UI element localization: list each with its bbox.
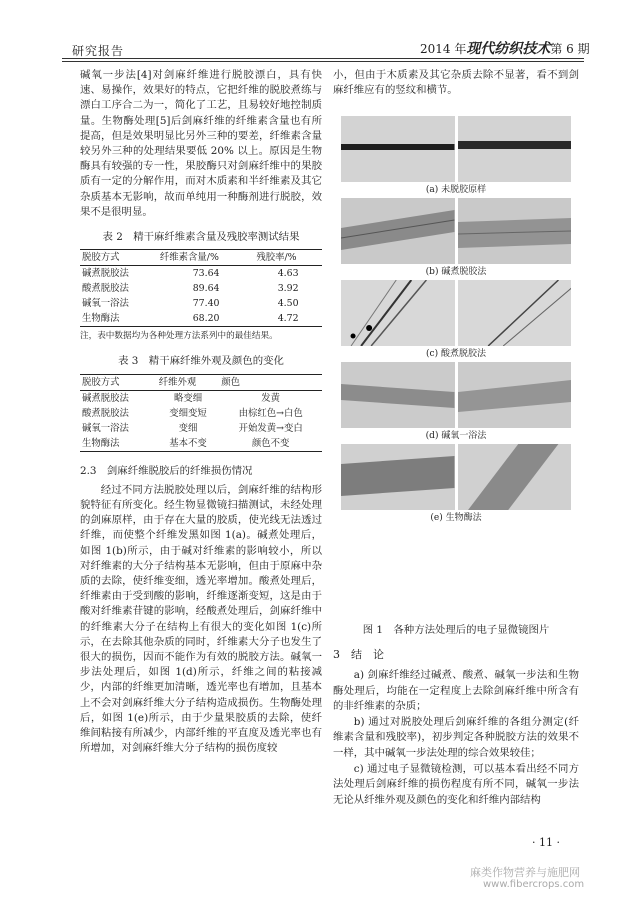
paragraph-fiber-damage: 经过不同方法脱胶处理以后，剑麻纤维的结构形貌特征有所变化。经生物显微镜扫描测试，未经处理的剑麻原样，由于存在大量的胶质，使光线无法透过纤维，而使整个纤维发黑如图 1(a)。碱煮处理后，如图 1(b)所示，由于碱对纤维素的影响较小，所以对纤维素的大分子结构基本无影响，但由于原麻中杂质的去除，使纤维变细，透光率增加。酸煮处理后，纤维素由于受到酸的影响，纤维逐渐变短，这是由于酸对纤维素苷键的影响，经酸煮处理后，剑麻纤维中的纤维素大分子在结构上有很大的变化如图 1(c)所示，在去除其他杂质的同时，纤维素大分子也发生了很大的损伤，因而不能作为有效的脱胶方法。碱氧一步法处理后，如图 1(d)所示，纤维之间的粘接减少，内部的纤维更加清晰，透光率也有增加，且基本上不会对剑麻纤维大分子结构造成损伤。生物酶处理后，如图 1(e)所示，由于少量果胶质的去除，使纤维间粘接有所减少，内部纤维的平直度及透光率也有所增加，对剑麻纤维大分子结构的损伤度较: [80, 483, 322, 755]
header-section: 研究报告: [72, 44, 125, 58]
table2-caption: 表 2 精干麻纤维素含量及残胶率测试结果: [102, 231, 300, 244]
table-cell: 变细变短: [169, 407, 207, 419]
table-cell: 生物酶法: [80, 436, 157, 452]
table-row: [80, 421, 322, 436]
micrograph-pair-b: [341, 198, 571, 264]
subcaption-a: (a) 未脱胶原样: [425, 185, 487, 195]
paragraph-continuation: 小，但由于木质素及其它杂质去除不显著，看不到剑麻纤维应有的竖纹和横节。: [333, 69, 579, 97]
micrograph-image: [458, 198, 572, 264]
header-issue: 第 6 期: [550, 42, 590, 56]
table-cell: 77.40: [192, 298, 220, 310]
table-row: [80, 266, 322, 282]
table-cell: 3.92: [277, 283, 299, 295]
micrograph-pair-c: [341, 280, 571, 346]
table-row: [80, 406, 322, 421]
table-cell: 68.20: [158, 311, 254, 327]
table-row: [80, 390, 322, 406]
micrograph-image: [341, 280, 455, 346]
table-cell: 略变细: [173, 392, 203, 404]
figure-1-caption: 图 1 各种方法处理后的电子显微镜图片: [362, 624, 550, 636]
table2-note: 注，表中数据均为各种处理方法系列中的最佳结果。: [80, 331, 278, 342]
page-number: · 11 ·: [532, 836, 560, 849]
table-row: [80, 281, 322, 296]
table-cell: 碱氧一浴法: [82, 422, 129, 434]
table-cell: 变细: [178, 422, 198, 434]
table-cell: 碱煮脱胶法: [82, 392, 129, 404]
table-header: 纤维素含量/%: [158, 250, 254, 266]
micrograph-image: [458, 444, 572, 510]
journal-name: 现代纺织技术: [466, 41, 551, 57]
table-header-row: [80, 250, 322, 266]
section-3-title: 3 结 论: [333, 648, 384, 661]
left-column: [80, 68, 322, 757]
micrograph-image: [341, 362, 455, 428]
section-2-3-title: 2.3 剑麻纤维脱胶后的纤维损伤情况: [80, 464, 253, 477]
micrograph-pair-e: [341, 444, 571, 510]
figure-1: [341, 116, 571, 526]
table-row: [80, 311, 322, 327]
table-row: [80, 436, 322, 452]
table-header: 脱胶方式: [80, 374, 157, 390]
table-cell: 开始发黄→变白: [238, 422, 303, 434]
header-rule: [62, 58, 584, 59]
table-header: 残胶率/%: [254, 250, 322, 266]
table-header-row: [80, 374, 322, 390]
table-header: 纤维外观: [157, 374, 220, 390]
micrograph-pair-d: [341, 362, 571, 428]
table2: [80, 249, 322, 327]
table-cell: 碱氧一浴法: [82, 298, 129, 310]
header-rule-thin: [62, 61, 584, 62]
table-row: [80, 296, 322, 311]
table-cell: 酸煮脱胶法: [82, 407, 129, 419]
header-journal-info: [420, 38, 590, 58]
table3: [80, 374, 322, 452]
table-header: 颜色: [219, 374, 322, 390]
micrograph-pair-a: [341, 116, 571, 182]
table-cell: 生物酶法: [80, 311, 158, 327]
subcaption-c: (c) 酸煮脱胶法: [426, 349, 486, 359]
table-cell: 酸煮脱胶法: [82, 283, 129, 295]
table-cell: 发黄: [261, 392, 281, 404]
paragraph-methods-discussion: 碱氧一步法[4]对剑麻纤维进行脱胶漂白，具有快速、易操作，效果好的特点，它把纤维的脱胶煮练与漂白工序合二为一，简化了工艺，且易较好地控制质量。生物酶处理[5]后剑麻纤维的纤维素含量也有所提高，但是效果明显比另外三种的要差，纤维素含量较另外三种的处理结果要低 20% 以上。原因是生物酶具有较强的专一性，果胶酶只对剑麻纤维中的果胶质有一定的分解作用，而对木质素和半纤维素及其它杂质基本无影响，故而单纯用一种酶剂进行脱胶，效果不是很明显。: [80, 69, 322, 218]
micrograph-image: [458, 362, 572, 428]
micrograph-image: [341, 444, 455, 510]
table-cell: 73.64: [192, 268, 220, 280]
table-cell: 89.64: [192, 283, 220, 295]
table3-caption: 表 3 精干麻纤维外观及颜色的变化: [118, 355, 284, 368]
subcaption-d: (d) 碱氧一浴法: [425, 431, 487, 441]
micrograph-image: [341, 116, 455, 182]
micrograph-image: [458, 116, 572, 182]
conclusion-body: [333, 668, 579, 808]
table-cell: 碱煮脱胶法: [82, 268, 129, 280]
table-cell: 4.63: [277, 268, 299, 280]
subcaption-e: (e) 生物酶法: [430, 513, 482, 523]
table-header: 脱胶方式: [80, 250, 158, 266]
subcaption-b: (b) 碱煮脱胶法: [425, 267, 487, 277]
table-cell: 基本不变: [157, 436, 220, 452]
table-cell: 4.50: [277, 298, 299, 310]
conclusion-item-c: c) 通过电子显微镜检测，可以基本看出经不同方法处理后剑麻纤维的损伤程度有所不同，碱氧一步法无论从纤维外观及颜色的变化和纤维内部结构: [333, 762, 579, 806]
conclusion-item-a: a) 剑麻纤维经过碱煮、酸煮、碱氧一步法和生物酶处理后，均能在一定程度上去除剑麻纤维中所含有的非纤维素的杂质；: [333, 669, 579, 713]
table-cell: 4.72: [254, 311, 322, 327]
conclusion-item-b: b) 通过对脱胶处理后剑麻纤维的各组分测定(纤维素含量和残胶率)，初步判定各种脱胶方法的效果不一样，其中碱氧一步法处理的综合效果较佳；: [333, 715, 579, 759]
micrograph-image: [341, 198, 455, 264]
watermark-text: 麻类作物营养与施肥网: [470, 866, 580, 879]
header-year: 2014 年: [420, 42, 467, 56]
table-cell: 颜色不变: [219, 436, 322, 452]
micrograph-image: [458, 280, 572, 346]
right-column-top: [333, 68, 579, 98]
table-cell: 由棕红色→白色: [238, 407, 303, 419]
watermark-url: www.fibercrops.com: [483, 879, 585, 890]
